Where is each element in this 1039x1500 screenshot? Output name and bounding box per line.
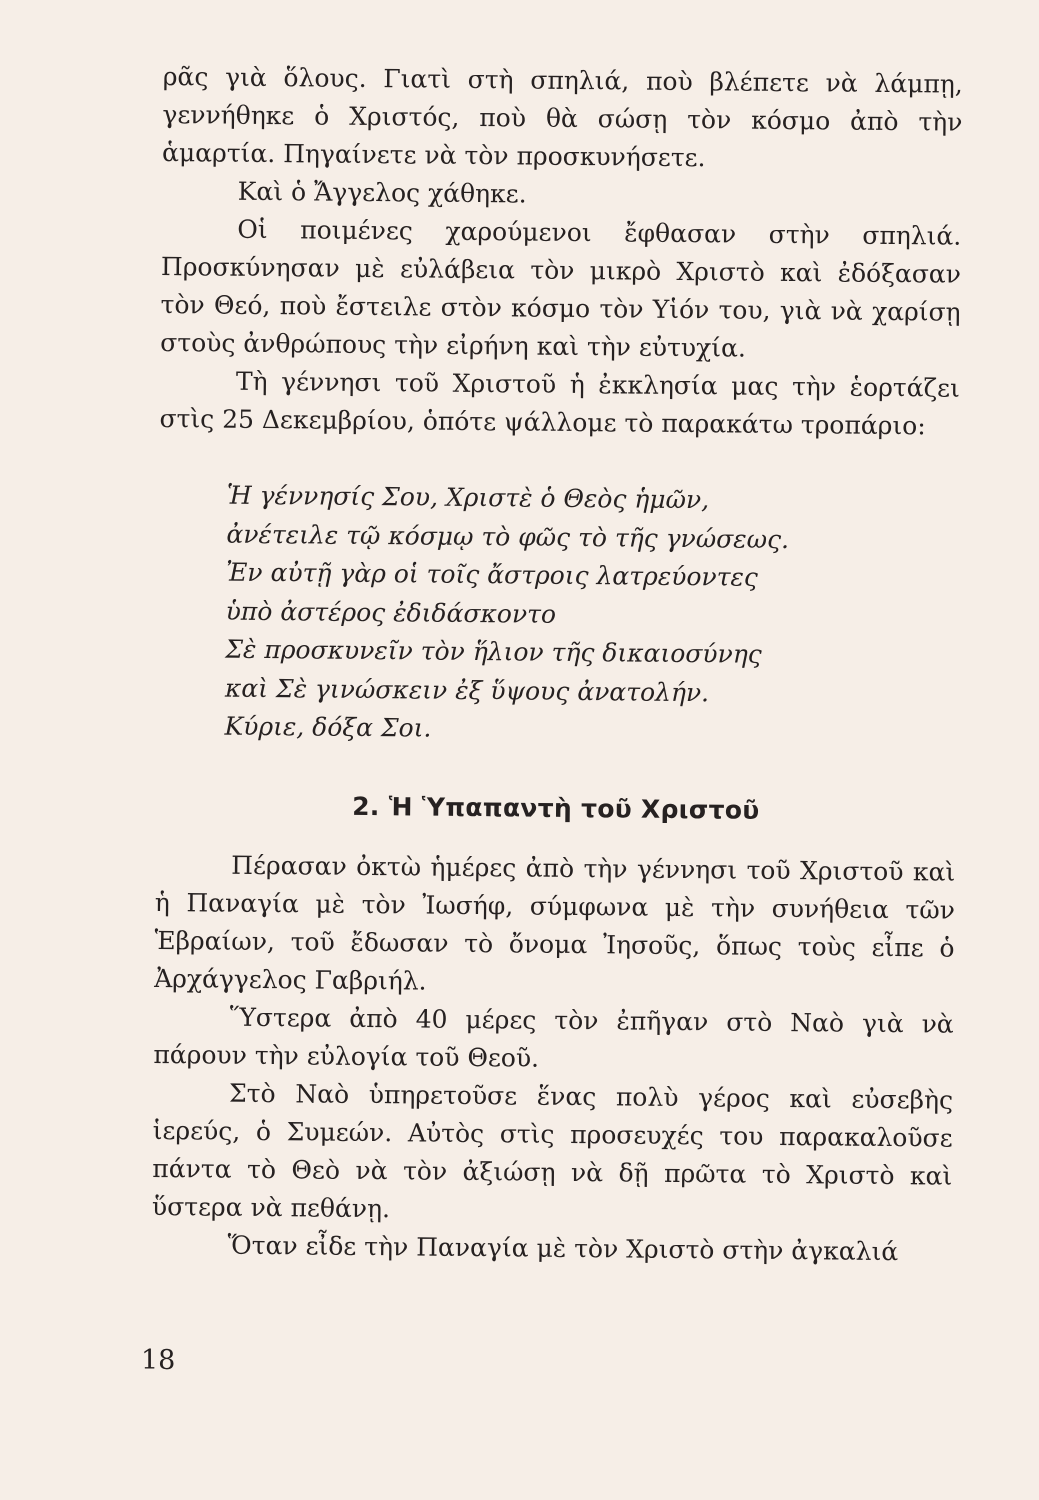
troparion-hymn — [156, 476, 959, 753]
hymn-line: Κύριε, δόξα Σοι. — [224, 711, 432, 743]
hymn-line: Ἐν αὐτῇ γὰρ οἱ τοῖς ἄστροις λατρεύοντες — [225, 557, 759, 592]
paragraph-simeon: Στὸ Ναὸ ὑπηρετοῦσε ἕνας πολὺ γέρος καὶ εὐσεβὴς ἱερεύς, ὁ Συμεών. Αὐτὸς στὶς προσευχές του παρακαλοῦσε πάντα τὸ Θεὸ νὰ τὸν ἀξιώσῃ νὰ δῇ πρῶτα τὸ Χριστὸ καὶ ὕστερα νὰ πεθάνῃ. — [151, 1078, 954, 1223]
paragraph-temple-visit: Ὕστερα ἀπὸ 40 μέρες τὸν ἐπῆγαν στὸ Ναὸ γιὰ νὰ πάρουν τὴν εὐλογία τοῦ Θεοῦ. — [153, 1002, 954, 1073]
page-body — [151, 58, 963, 1271]
paragraph-continuation: ρᾶς γιὰ ὅλους. Γιατὶ στὴ σπηλιά, ποὺ βλέπετε νὰ λάμπῃ, γεννήθηκε ὁ Χριστός, ποὺ θὰ σώσῃ τὸν κόσμο ἀπὸ τὴν ἁμαρτία. Πηγαίνετε νὰ τὸν προσκυνήσετε. — [161, 61, 963, 173]
hymn-line: Σὲ προσκυνεῖν τὸν ἥλιον τῆς δικαιοσύνης — [225, 634, 762, 669]
hymn-line: Ἡ γέννησίς Σου, Χριστὲ ὁ Θεὸς ἡμῶν, — [226, 480, 710, 515]
paragraph-saw-panagia: Ὅταν εἶδε τὴν Παναγία μὲ τὸν Χριστὸ στὴν ἀγκαλιά — [227, 1230, 899, 1266]
hymn-line: ἀνέτειλε τῷ κόσμῳ τὸ φῶς τὸ τῆς γνώσεως. — [226, 519, 790, 554]
paragraph-angel-vanished: Καὶ ὁ Ἄγγελος χάθηκε. — [237, 176, 527, 209]
hymn-line: ὑπὸ ἀστέρος ἐδιδάσκοντο — [225, 596, 557, 629]
paragraph-feast-date: Τὴ γέννησι τοῦ Χριστοῦ ἡ ἐκκλησία μας τὴν ἑορτάζει στὶς 25 Δεκεμβρίου, ὁπότε ψάλλομε τὸ παρακάτω τροπάριο: — [159, 366, 961, 441]
hymn-line: καὶ Σὲ γινώσκειν ἐξ ὕψους ἀνατολήν. — [224, 673, 710, 707]
paragraph-shepherds: Οἱ ποιμένες χαρούμενοι ἔφθασαν στὴν σπηλιά. Προσκύνησαν μὲ εὐλάβεια τὸν μικρὸ Χριστὸ καὶ ἐδόξασαν τὸν Θεό, ποὺ ἔστειλε στὸν κόσμο τὸν Υἱόν του, γιὰ νὰ χαρίσῃ στοὺς ἀνθρώπους τὴν εἰρήνη καὶ τὴν εὐτυχία. — [160, 214, 962, 363]
section-heading: 2. Ἡ Ὑπαπαντὴ τοῦ Χριστοῦ — [352, 791, 760, 825]
page-number: 18 — [141, 1345, 176, 1376]
paragraph-naming: Πέρασαν ὀκτὼ ἡμέρες ἀπὸ τὴν γέννησι τοῦ Χριστοῦ καὶ ἡ Παναγία μὲ τὸν Ἰωσήφ, σύμφωνα μὲ τὴν συνήθεια τῶν Ἑβραίων, τοῦ ἔδωσαν τὸ ὄνομα Ἰησοῦς, ὅπως τοὺς εἶπε ὁ Ἀρχάγγελος Γαβριήλ. — [154, 850, 956, 996]
